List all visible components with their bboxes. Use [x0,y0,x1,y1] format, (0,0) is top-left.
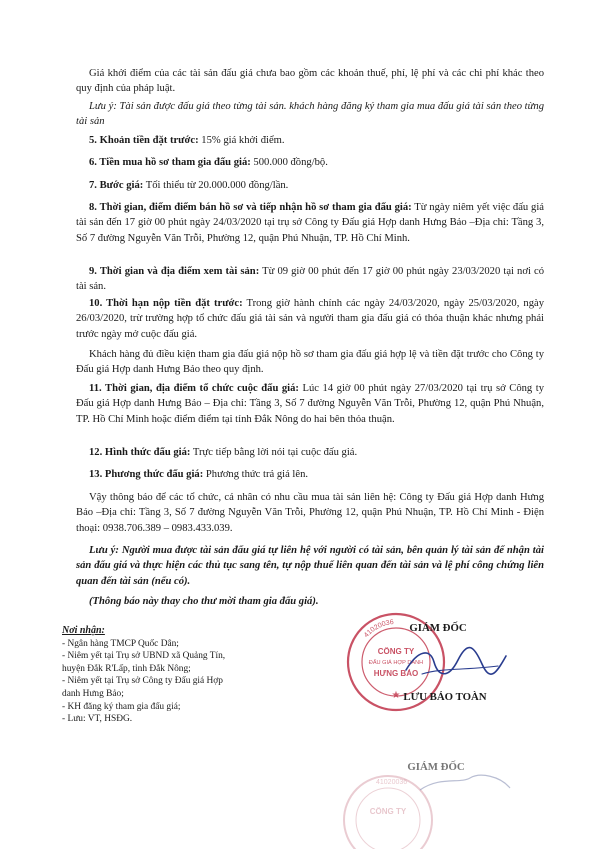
ghost-seal-number: 41020036 [376,779,408,786]
seal-line1: CÔNG TY [377,647,415,656]
lot-note: Lưu ý: Tài sản được đấu giá theo từng tài sản. khách hàng đăng ký tham gia mua đấu giá tài sản theo từng tài sản [76,101,544,128]
recipient-line: - Lưu: VT, HSĐG. [62,714,133,725]
section-6: 6. Tiền mua hồ sơ tham gia đấu giá: 500.000 đồng/bộ. [89,157,328,168]
section-10: 10. Thời hạn nộp tiền đặt trước: Trong giờ hành chính các ngày 24/03/2020, ngày 25/03/2020, ngày 26/03/2020, trừ trường hợp tổ chức đấu giá tài sản và người tham gia đấu giá có thỏa thuận khác nhưng phải trước ngày mở cuộc đấu giá. [76,298,544,340]
recipient-line: - Niêm yết tại Trụ sở UBND xã Quảng Tín, [62,651,226,662]
section-13: 13. Phương thức đấu giá: Phương thức trả giá lên. [89,469,309,480]
svg-text:★: ★ [391,690,401,701]
recipients-heading: Nơi nhận: [62,625,105,636]
ghost-seal-line1: CÔNG TY [369,807,407,816]
recipient-line: - Ngân hàng TMCP Quốc Dân; [62,638,179,649]
section-7: 7. Bước giá: Tối thiểu từ 20.000.000 đồng/lần. [89,180,289,191]
handwritten-signature [400,640,510,688]
recipient-line: danh Hưng Bảo; [62,688,124,699]
seal-line2: ĐẤU GIÁ HỢP DANH [368,660,424,666]
section-5: 5. Khoản tiền đặt trước: 15% giá khởi điểm. [89,135,285,146]
section-11: 11. Thời gian, địa điểm tổ chức cuộc đấu giá: Lúc 14 giờ 00 phút ngày 27/03/2020 tại trụ sở Công ty Đấu giá Hợp danh Hưng Bảo – Địa chỉ: Tầng 3, Số 7 đường Nguyễn Văn Trỗi, Phường 12, quận Phú Nhuận, TP. Hồ Chí Minh hoặc điểm điểm tại tỉnh Đắk Nông do hai bên thỏa thuận. [76,383,544,425]
section-8: 8. Thời gian, điểm điểm bán hồ sơ và tiếp nhận hồ sơ tham gia đấu giá: Từ ngày niêm yết việc đấu giá tài sản đến 17 giờ 00 phút ngày 24/03/2020 tại trụ sở Công ty Đấu giá Hợp danh Hưng Bảo –Địa chỉ: Tầng 3, Số 7 đường Nguyễn Văn Trỗi, Phường 12, quận Phú Nhuận, TP. Hồ Chí Minh. [76,202,544,244]
section-10-conditions: Khách hàng đủ điều kiện tham gia đấu giá nộp hồ sơ tham gia đấu giá hợp lệ và tiền đặt trước cho Công ty Đấu giá Hợp danh Hưng Bảo theo quy định. [76,349,544,376]
signatory-name: LƯU BẢO TOÀN [403,691,487,703]
invitation-note: (Thông báo này thay cho thư mời tham gia đấu giá). [89,596,319,607]
bleed-through-area [0,758,600,849]
bleed-through-seal [0,758,600,849]
seal-number: 41020036 [362,619,395,640]
recipient-line: - KH đăng ký tham gia đấu giá; [62,701,181,712]
signatory-title: GIÁM ĐỐC [409,622,467,634]
section-12: 12. Hình thức đấu giá: Trực tiếp bằng lời nói tại cuộc đấu giá. [89,447,358,458]
recipients-block [62,625,272,726]
section-9: 9. Thời gian và địa điểm xem tài sản: Từ 09 giờ 00 phút đến 17 giờ 00 phút ngày 23/03/2020 tại nơi có tài sản. [76,266,544,293]
buyer-note: Lưu ý: Người mua được tài sản đấu giá tự liên hệ với người có tài sản, bên quản lý tài sản để nhận tài sản đấu giá và thực hiện các thủ tục sang tên, tự nộp thuế liên quan đến tài sản và lệ phí công chứng liên quan đến tài sản (nếu có). [76,545,544,587]
recipient-line: - Niêm yết tại Trụ sở Công ty Đấu giá Hợp [62,676,223,687]
intro-price-note: Giá khởi điểm của các tài sản đấu giá chưa bao gồm các khoản thuế, phí, lệ phí và các chi phí khác theo quy định của pháp luật. [76,68,544,95]
seal-line3: HƯNG BẢO [373,669,419,678]
contact-paragraph: Vậy thông báo để các tổ chức, cá nhân có nhu cầu mua tài sản liên hệ: Công ty Đấu giá Hợp danh Hưng Bảo –Địa chỉ: Tầng 3, Số 7 đường Nguyễn Văn Trỗi, Phường 12, quận Phú Nhuận, TP. Hồ Chí Minh - Điện thoại: 0938.706.389 – 0983.433.039. [76,492,544,534]
ghost-title: GIÁM ĐỐC [407,761,465,773]
recipient-line: huyện Đắk R'Lấp, tỉnh Đắk Nông; [62,663,191,674]
